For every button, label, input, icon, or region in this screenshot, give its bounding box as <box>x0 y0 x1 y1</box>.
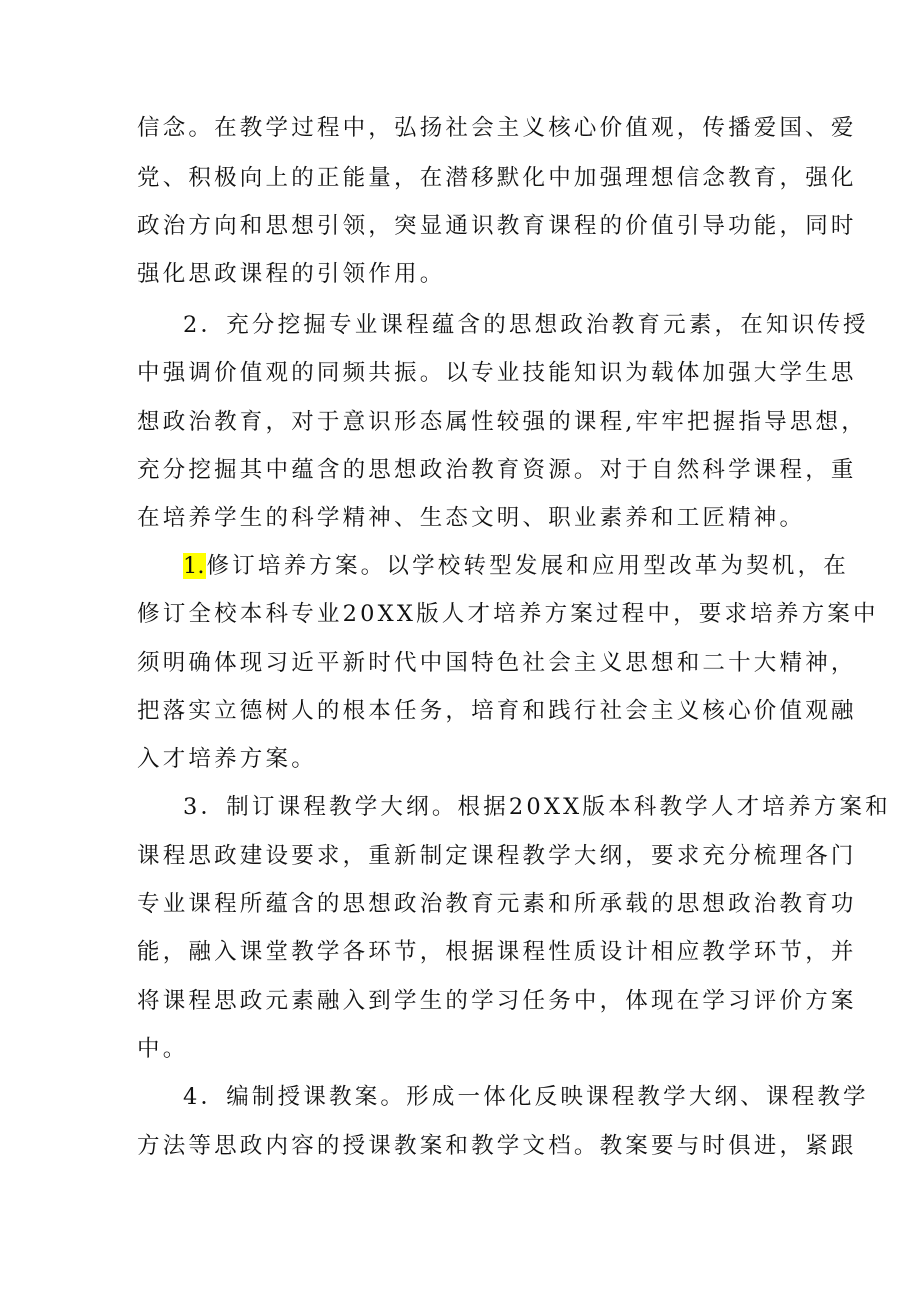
paragraph-2-line-3: 想政治教育，对于意识形态属性较强的课程,牢牢把握指导思想， <box>137 409 867 435</box>
highlighted-list-marker: 1. <box>183 553 205 579</box>
paragraph-3-line-4: 把落实立德树人的根本任务，培育和践行社会主义核心价值观融 <box>137 698 857 724</box>
paragraph-4-line-1: 3．制订课程教学大纲。根据20XX版本科教学人才培养方案和 <box>183 794 891 820</box>
paragraph-1-line-1: 信念。在教学过程中，弘扬社会主义核心价值观，传播爱国、爱 <box>137 115 857 141</box>
paragraph-4-line-4: 能，融入课堂教学各环节，根据课程性质设计相应教学环节，并 <box>137 939 857 965</box>
paragraph-4-line-5: 将课程思政元素融入到学生的学习任务中，体现在学习评价方案 <box>137 988 857 1014</box>
paragraph-3-line-1-text: 修订培养方案。以学校转型发展和应用型改革为契机，在 <box>206 553 849 579</box>
paragraph-4-line-2: 课程思政建设要求，重新制定课程教学大纲，要求充分梳理各门 <box>137 843 857 869</box>
paragraph-5-line-1: 4．编制授课教案。形成一体化反映课程教学大纲、课程教学 <box>183 1084 869 1110</box>
paragraph-1-line-3: 政治方向和思想引领，突显通识教育课程的价值引导功能，同时 <box>137 213 857 239</box>
paragraph-3-line-1 <box>183 542 849 590</box>
paragraph-2-line-4: 充分挖掘其中蕴含的思想政治教育资源。对于自然科学课程，重 <box>137 457 857 483</box>
paragraph-2-line-2: 中强调价值观的同频共振。以专业技能知识为载体加强大学生思 <box>137 360 857 386</box>
paragraph-1-line-2: 党、积极向上的正能量，在潜移默化中加强理想信念教育，强化 <box>137 165 857 191</box>
paragraph-2-line-1: 2．充分挖掘专业课程蕴含的思想政治教育元素，在知识传授 <box>183 312 869 338</box>
paragraph-1-line-4: 强化思政课程的引领作用。 <box>137 261 446 287</box>
paragraph-3-line-5: 入才培养方案。 <box>137 746 317 772</box>
paragraph-2-line-5: 在培养学生的科学精神、生态文明、职业素养和工匠精神。 <box>137 505 806 531</box>
paragraph-5-line-2: 方法等思政内容的授课教案和教学文档。教案要与时俱进，紧跟 <box>137 1133 857 1159</box>
paragraph-4-line-6: 中。 <box>137 1036 189 1062</box>
paragraph-4-line-3: 专业课程所蕴含的思想政治教育元素和所承载的思想政治教育功 <box>137 891 857 917</box>
paragraph-3-line-3: 须明确体现习近平新时代中国特色社会主义思想和二十大精神， <box>137 650 857 676</box>
paragraph-3-line-2: 修订全校本科专业20XX版人才培养方案过程中，要求培养方案中 <box>137 601 879 627</box>
